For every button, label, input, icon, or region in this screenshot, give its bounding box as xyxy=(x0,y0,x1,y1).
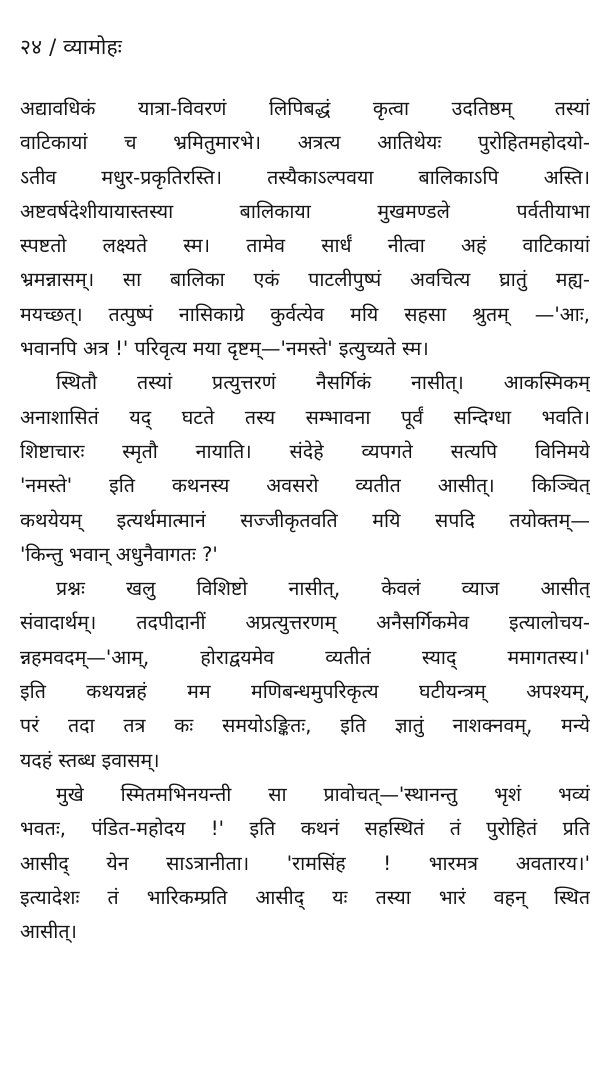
running-head: २४ / व्यामोहः xyxy=(20,35,123,59)
text-line: इति कथयन्नहं मम मणिबन्धमुपरिकृत्य घटीयन्त्रम् अपश्यम्, xyxy=(20,680,590,704)
text-line: यदहं स्तब्ध इवासम्। xyxy=(20,748,160,772)
text-line: अष्टवर्षदेशीयायास्तस्या बालिकाया मुखमण्डले पर्वतीयाभा xyxy=(20,199,590,223)
text-line: न्नहमवदम्—'आम्, होराद्वयमेव व्यतीतं स्याद् ममागतस्य।' xyxy=(20,645,590,669)
text-line: शिष्टाचारः स्मृतौ नायाति। संदेहे व्यपगते सत्यपि विनिमये xyxy=(20,439,590,463)
text-line: आसीद् येन साऽत्रानीता। 'रामसिंह ! भारमत्र अवतारय।' xyxy=(20,851,590,875)
text-line: 'नमस्ते' इति कथनस्य अवसरो व्यतीत आसीत्। किञ्चित् xyxy=(20,474,590,498)
text-line: आसीत्। xyxy=(20,920,77,944)
text-line: 'किन्तु भवान् अधुनैवागतः ?' xyxy=(20,542,218,566)
paragraph-2 xyxy=(20,366,590,572)
text-line: परं तदा तत्र कः समयोऽङ्कितः, इति ज्ञातुं नाशक्नवम्, मन्ये xyxy=(20,714,590,738)
paragraph-4 xyxy=(20,778,590,949)
text-line: अनाशासितं यद् घटते तस्य सम्भावना पूर्वं सन्दिग्धा भवति। xyxy=(20,405,590,429)
text-line: भवानपि अत्र !' परिवृत्य मया दृष्टम्—'नमस्ते' इत्युच्यते स्म। xyxy=(20,337,429,361)
paragraph-3 xyxy=(20,572,590,778)
body-text xyxy=(20,92,590,949)
text-line: इत्यादेशः तं भारिकम्प्रति आसीद् यः तस्या भारं वहन् स्थित xyxy=(20,885,590,909)
text-line: स्पष्टतो लक्ष्यते स्म। तामेव सार्धं नीत्वा अहं वाटिकायां xyxy=(20,234,590,258)
paragraph-1 xyxy=(20,92,590,366)
text-line: संवादार्थम्। तदपीदानीं अप्रत्युत्तरणम् अनैसर्गिकमेव इत्यालोचय- xyxy=(20,611,590,635)
text-line: अद्यावधिकं यात्रा-विवरणं लिपिबद्धं कृत्वा उदतिष्ठम् तस्यां xyxy=(20,97,590,120)
text-line: भवतः, पंडित-महोदय !' इति कथनं सहस्थितं तं पुरोहितं प्रति xyxy=(20,817,590,841)
text-line: कथयेयम् इत्यर्थमात्मानं सज्जीकृतवति मयि सपदि तयोक्तम्— xyxy=(20,508,590,532)
text-line: भ्रमन्नासम्। सा बालिका एकं पाटलीपुष्पं अवचित्य घ्रातुं मह्य- xyxy=(20,268,590,292)
text-line: स्थितौ तस्यां प्रत्युत्तरणं नैसर्गिकं नासीत्। आकस्मिकम् xyxy=(56,371,590,395)
text-line: प्रश्नः खलु विशिष्टो नासीत्, केवलं व्याज आसीत् xyxy=(56,577,590,601)
text-line: ऽतीव मधुर-प्रकृतिरस्ति। तस्यैकाऽल्पवया बालिकाऽपि अस्ति। xyxy=(20,165,590,189)
text-line: वाटिकायां च भ्रमितुमारभे। अत्रत्य आतिथेयः पुरोहितमहोदयो- xyxy=(20,131,590,155)
text-line: मयच्छत्। तत्पुष्पं नासिकाग्रे कुर्वत्येव मयि सहसा श्रुतम् —'आः, xyxy=(20,302,590,326)
text-line: मुखे स्मितमभिनयन्ती सा प्रावोचत्—'स्थानन्तु भृशं भव्यं xyxy=(56,782,590,806)
